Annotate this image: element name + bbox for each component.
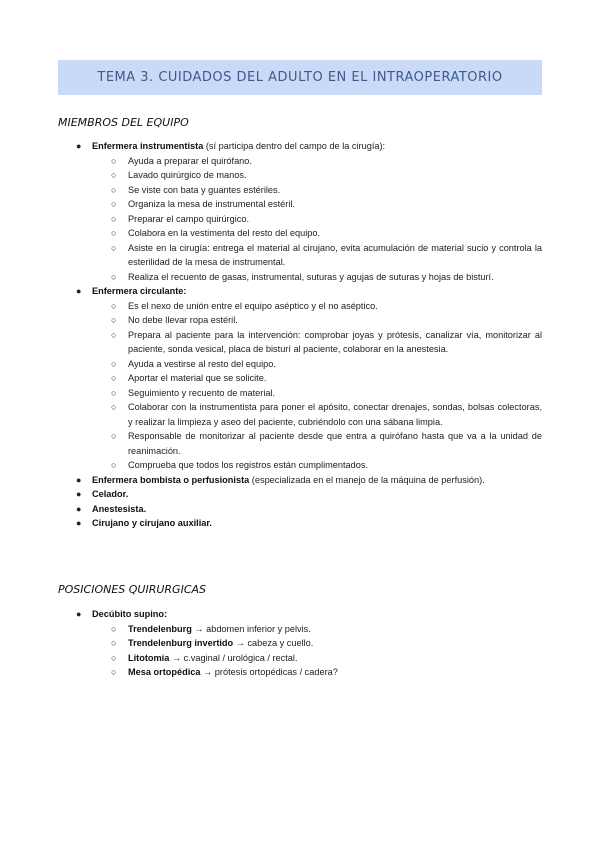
hollow-bullet-icon: ○ (111, 300, 117, 311)
list-item (76, 139, 542, 284)
posiciones-list (76, 607, 542, 680)
sublist-item (92, 241, 542, 270)
sublist-item (92, 458, 542, 473)
title-banner (58, 60, 542, 95)
subitem-text: Colabora en la vestimenta del resto del equipo. (128, 228, 321, 238)
sublist-item (92, 400, 542, 429)
hollow-bullet-icon: ○ (111, 387, 117, 398)
subitem-text: Colaborar con la instrumentista para poner el apósito, conectar drenajes, sondas, bolsas colectoras, y realizar la limpieza y aseo del paciente, cubriéndolo con una sábana limpia. (128, 402, 542, 427)
sublist-item (92, 622, 542, 637)
sublist-item (92, 651, 542, 666)
subitem-text: Asiste en la cirugía: entrega el material al cirujano, evita acumulación de material sucio y controla la esterilidad de la mesa de instrumental. (128, 242, 542, 267)
hollow-bullet-icon: ○ (111, 170, 117, 180)
subitem-bold: Litotomía (128, 652, 170, 663)
sublist (92, 154, 542, 285)
bullet-icon: ● (76, 141, 82, 151)
subitem-text: Comprueba que todos los registros están cumplimentados. (128, 460, 369, 470)
hollow-bullet-icon: ○ (111, 329, 117, 340)
subitem-text: Realiza el recuento de gasas, instrumental, suturas y agujas de suturas y hojas de bisturí. (128, 271, 494, 282)
sublist-item (92, 168, 542, 183)
hollow-bullet-icon: ○ (111, 184, 117, 195)
list-item (76, 473, 542, 488)
subitem-text: Ayuda a vestirse al resto del equipo. (128, 358, 276, 369)
sublist (92, 299, 542, 473)
hollow-bullet-icon: ○ (111, 199, 117, 209)
subitem-text: Prepara al paciente para la intervención: comprobar joyas y prótesis, canalizar vía, monitorizar al paciente, sonda vesical, placa de bisturí al paciente, colaborar en la anestesia. (128, 329, 542, 354)
subitem-text: Organiza la mesa de instrumental estéril. (128, 199, 295, 209)
item-bold: Enfermera circulante: (92, 286, 187, 296)
hollow-bullet-icon: ○ (111, 623, 117, 634)
subitem-text: Lavado quirúrgico de manos. (128, 170, 247, 180)
bullet-icon: ● (76, 474, 82, 485)
list-item (76, 607, 542, 680)
hollow-bullet-icon: ○ (111, 460, 117, 470)
subitem-text: Responsable de monitorizar al paciente desde que entra a quirófano hasta que va a la unidad de reanimación. (128, 431, 542, 456)
hollow-bullet-icon: ○ (111, 667, 117, 677)
hollow-bullet-icon: ○ (111, 358, 117, 369)
sublist-item (92, 636, 542, 651)
item-bold: Enfermera instrumentista (92, 141, 204, 151)
section-heading-posiciones: POSICIONES QUIRURGICAS (58, 583, 207, 596)
sublist-item (92, 386, 542, 401)
subitem-text: Se viste con bata y guantes estériles. (128, 184, 281, 195)
sublist (92, 622, 542, 680)
hollow-bullet-icon: ○ (111, 652, 117, 663)
item-text: (sí participa dentro del campo de la cirugía): (203, 141, 386, 151)
item-text: (especializada en el manejo de la máquina de perfusión). (249, 474, 485, 485)
sublist-item (92, 665, 542, 680)
sublist-item (92, 357, 542, 372)
list-item (76, 502, 542, 517)
bullet-icon: ● (76, 609, 82, 619)
list-item (76, 516, 542, 531)
sublist-item (92, 313, 542, 328)
hollow-bullet-icon: ○ (111, 638, 117, 648)
bullet-icon: ● (76, 286, 82, 296)
hollow-bullet-icon: ○ (111, 213, 117, 224)
sublist-item (92, 154, 542, 169)
bullet-icon: ● (76, 503, 82, 514)
hollow-bullet-icon: ○ (111, 315, 117, 325)
sublist-item (92, 183, 542, 198)
subitem-text: Preparar el campo quirúrgico. (128, 213, 250, 224)
sublist-item (92, 328, 542, 357)
bullet-icon: ● (76, 489, 82, 499)
subitem-text: Es el nexo de unión entre el equipo aséptico y el no aséptico. (128, 300, 378, 311)
subitem-text: No debe llevar ropa estéril. (128, 315, 238, 325)
section-heading-equipo: MIEMBROS DEL EQUIPO (58, 116, 189, 129)
hollow-bullet-icon: ○ (111, 431, 117, 441)
subitem-text: Seguimiento y recuento de material. (128, 387, 276, 398)
sublist-item (92, 226, 542, 241)
item-bold: Celador. (92, 489, 129, 499)
sublist-item (92, 371, 542, 386)
subitem-bold: Trendelenburg (128, 623, 192, 634)
subitem-text: Ayuda a preparar el quirófano. (128, 155, 252, 166)
subitem-text: → c.vaginal / urológica / rectal. (169, 652, 298, 663)
hollow-bullet-icon: ○ (111, 228, 117, 238)
sublist-item (92, 299, 542, 314)
subitem-text: → cabeza y cuello. (233, 638, 314, 648)
item-bold: Cirujano y cirujano auxiliar. (92, 518, 212, 528)
subitem-bold: Mesa ortopédica (128, 667, 201, 677)
bullet-icon: ● (76, 518, 82, 528)
item-bold: Anestesista. (92, 503, 147, 514)
item-bold: Enfermera bombista o perfusionista (92, 474, 250, 485)
hollow-bullet-icon: ○ (111, 155, 117, 166)
equipo-list (76, 139, 542, 531)
hollow-bullet-icon: ○ (111, 271, 117, 282)
list-item (76, 284, 542, 473)
subitem-text: Aportar el material que se solicite. (128, 373, 267, 383)
hollow-bullet-icon: ○ (111, 373, 117, 383)
hollow-bullet-icon: ○ (111, 242, 117, 253)
subitem-bold: Trendelenburg invertido (128, 638, 234, 648)
hollow-bullet-icon: ○ (111, 402, 117, 412)
sublist-item (92, 429, 542, 458)
sublist-item (92, 212, 542, 227)
subitem-text: → abdomen inferior y pelvis. (191, 623, 311, 634)
subitem-text: → prótesis ortopédicas / cadera? (200, 667, 338, 677)
sublist-item (92, 197, 542, 212)
sublist-item (92, 270, 542, 285)
item-bold: Decúbito supino: (92, 609, 168, 619)
page-title: TEMA 3. CUIDADOS DEL ADULTO EN EL INTRAOPERATORIO (97, 70, 503, 85)
list-item (76, 487, 542, 502)
